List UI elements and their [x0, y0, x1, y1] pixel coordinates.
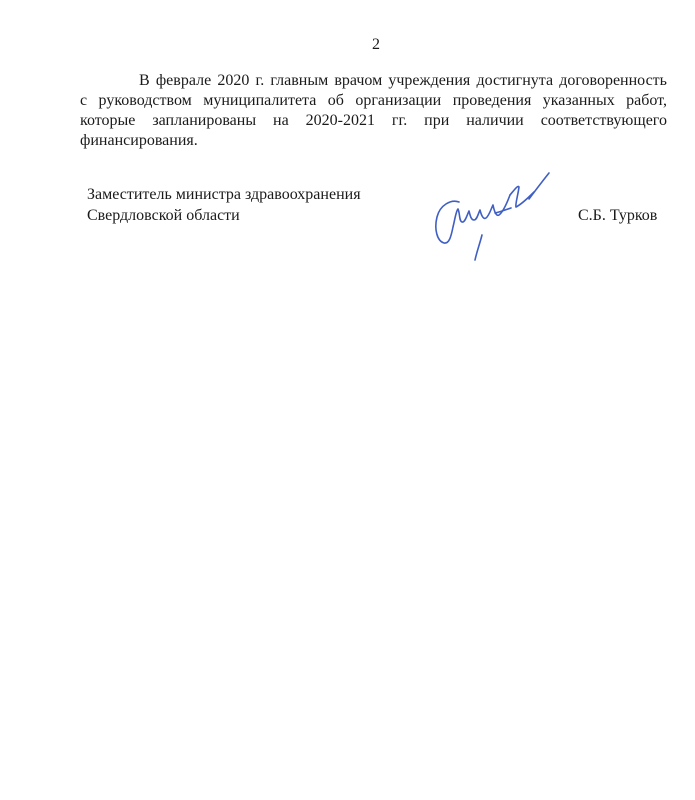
paragraph-word: наличии [466, 112, 524, 129]
paragraph-word: финансирования. [80, 132, 198, 149]
paragraph-word: муниципалитета [203, 92, 317, 109]
paragraph-word: 2020 [217, 72, 250, 89]
paragraph-word: гг. [391, 112, 408, 129]
paragraph-line [80, 91, 667, 111]
paragraph-word: указанных [542, 92, 615, 109]
paragraph-line [80, 111, 667, 131]
paragraph-word: учреждения [388, 72, 471, 89]
paragraph-word: которые [80, 112, 136, 129]
paragraph-word: организации [355, 92, 442, 109]
paragraph-word: с [80, 92, 88, 109]
paragraph-word: договоренность [559, 72, 667, 89]
paragraph-word: главным [270, 72, 329, 89]
signatory-position [87, 184, 361, 226]
body-paragraph [80, 71, 667, 151]
paragraph-word: руководством [98, 92, 192, 109]
signatory-region-line: Свердловской области [87, 207, 240, 224]
paragraph-word: г. [255, 72, 265, 89]
paragraph-word: на [273, 112, 289, 129]
paragraph-word: при [424, 112, 450, 129]
paragraph-word: 2020-2021 [305, 112, 375, 129]
paragraph-line [80, 131, 667, 151]
paragraph-word: об [327, 92, 344, 109]
paragraph-word: запланированы [152, 112, 257, 129]
signer-name: С.Б. Турков [578, 207, 658, 224]
paragraph-word: феврале [155, 72, 212, 89]
paragraph-line [80, 71, 667, 91]
paragraph-word: соответствующего [540, 112, 667, 129]
paragraph-word: достигнута [476, 72, 554, 89]
paragraph-word: врачом [334, 72, 383, 89]
page-number: 2 [372, 36, 380, 53]
paragraph-word: работ, [626, 92, 667, 109]
handwritten-signature [425, 165, 560, 265]
paragraph-word: В [139, 72, 150, 89]
paragraph-word: проведения [452, 92, 532, 109]
signatory-position-line: Заместитель министра здравоохранения [87, 186, 361, 203]
